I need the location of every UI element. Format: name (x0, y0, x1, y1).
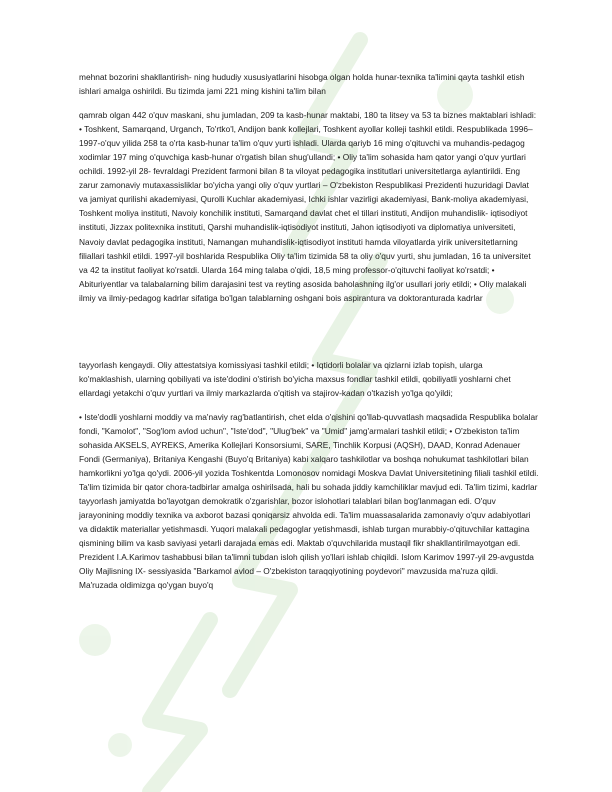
paragraph-4: • Iste'dodli yoshlarni moddiy va ma'naviy rag'batlantirish, chet elda o'qishini qo'llab-quvvatlash maqsadida Respublika bolalar fondi, "Kamolot", "Sog'lom avlod uchun", "Iste'dod", "Ulug'bek" va "Umid" jamg'armalari tashkil etildi; • O'zbekiston ta'lim sohasida AKSELS, AYREKS, Amerika Kollejlari Konsorsiumi, SARE, Tinchlik Korpusi (AQSH), DAAD, Konrad Adenauer Fondi (Germaniya), Britaniya Kengashi (Buyo'q Britaniya) kabi xalqaro tashkilotlar va boshqa nohukumat tashkilotlari bilan hamkorlikni yo'lga qo'ydi. 2006-yil yozida Toshkentda Lomonosov nomidagi Moskva Davlat Universitetining filiali tashkil etildi. Ta'lim tizimida bir qator chora-tadbirlar amalga oshirilsada, hali bu sohada jiddiy kamchiliklar mavjud edi. Ta'lim tizimi, kadrlar tayyorlash jamiyatda bo'layotgan demokratik o'zgarishlar, bozor islohotlari talablari bilan bog'lanmagan edi. O'quv jarayonining moddiy texnika va axborot bazasi qoniqarsiz ahvolda edi. Ta'lim muassasalarida zamonaviy o'quv adabiyotlari va didaktik materiallar yetishmasdi. Yuqori malakali pedagoglar yetishmasdi, ishlab turgan murabbiy-o'qituvchilar kattagina qismining bilim va kasb saviyasi yetarli darajada emas edi. Maktab o'quvchilarida mustaqil fikr shakllantirilmayotgan edi. Prezident I.A.Karimov tashabbusi bilan ta'limni tubdan isloh qilish yo'llari ishlab chiqildi. Islom Karimov 1997-yil 29-avgustda Oliy Majlisning IX- sessiyasida "Barkamol avlod – O'zbekiston taraqqiyotining poydevori" mavzusida ma'ruza qildi. Ma'ruzada oldimizga qo'ygan buyo'q (79, 411, 539, 591)
paragraph-1: mehnat bozorini shakllantirish- ning hududiy xususiyatlarini hisobga olgan holda hunar-texnika ta'limini qayta tashkil etish ishlari amalga oshirildi. Bu tizimda jami 221 ming kishini ta'lim bilan (79, 72, 525, 97)
paragraph-3: tayyorlash kengaydi. Oliy attestatsiya komissiyasi tashkil etildi; • Iqtidorli bolalar va qizlarni izlab topish, ularga ko'maklashish, ularning qobiliyati va iste'dodini o'stirish bo'yicha maxsus fondlar tashkil etildi, qobiliyatli yoshlarni chet ellardagi yetakchi o'quv yurtlari va ilmiy markazlarda o'qitish va stajirov-kadan o'tkazish yo'lga qo'yildi; (79, 359, 511, 398)
document-body (79, 70, 539, 593)
paragraph-2: qamrab olgan 442 o'quv maskani, shu jumladan, 209 ta kasb-hunar maktabi, 180 ta litsey va 53 ta biznes maktablari ishladi: • Toshkent, Samarqand, Urganch, To'rtko'l, Andijon bank kollejlari, Toshkent ayollar kolleji tashkil etildi. Respublikada 1996–1997-o'quv yilida 258 ta o'rta kasb-hunar ta'lim o'quv yurti ishladi. Ularda qariyb 16 ming o'qituvchi va muhandis-pedagog xodimlar 197 ming o'quvchiga kasb-hunar o'rgatish bilan shug'ullandi; • Oliy ta'lim sohasida ham qator yangi o'quv yurtlari ochildi. 1992-yil 28- fevraldagi Prezident farmoni bilan 8 ta viloyat pedagogika institutlari universitetlarga aylantirildi. Eng zarur zamonaviy mutaxassisliklar bo'yicha yangi oliy o'quv yurtlari – O'zbekiston Respublikasi Prezidenti huzuridagi Davlat va jamiyat qurilishi akademiyasi, Qurolli Kuchlar akademiyasi, Ichki ishlar vazirligi akademiyasi, Bank-moliya akademiyasi, Toshkent moliya instituti, Navoiy konchilik instituti, Samarqand davlat chet el tillari instituti, Andijon muhandislik- iqtisodiyot instituti, Jizzax politexnika instituti, Qarshi muhandislik-iqtisodiyot instituti, Jahon iqtisodiyoti va diplomatiya universiteti, Navoiy davlat pedagogika instituti, Namangan muhandislik-iqtisodiyot instituti hamda viloyatlarda yirik universitetlarning filiallari tashkil etildi. 1997-yil boshlarida Respublika Oliy ta'lim tizimida 58 ta oliy o'quv yurti, shu jumladan, 16 ta universitet va 42 ta institut faoliyat ko'rsatdi. Ularda 164 ming talaba o'qidi, 18,5 ming professor-o'qituvchi faoliyat ko'rsatdi; • Abituriyentlar va talabalarning bilim darajasini test va reyting asosida baholashning ilg'or usullari joriy etildi; • Oliy malakali ilmiy va ilmiy-pedagog kadrlar sifatiga bo'lgan talablarning oshgani bois aspirantura va doktoranturada kadrlar (79, 110, 537, 303)
